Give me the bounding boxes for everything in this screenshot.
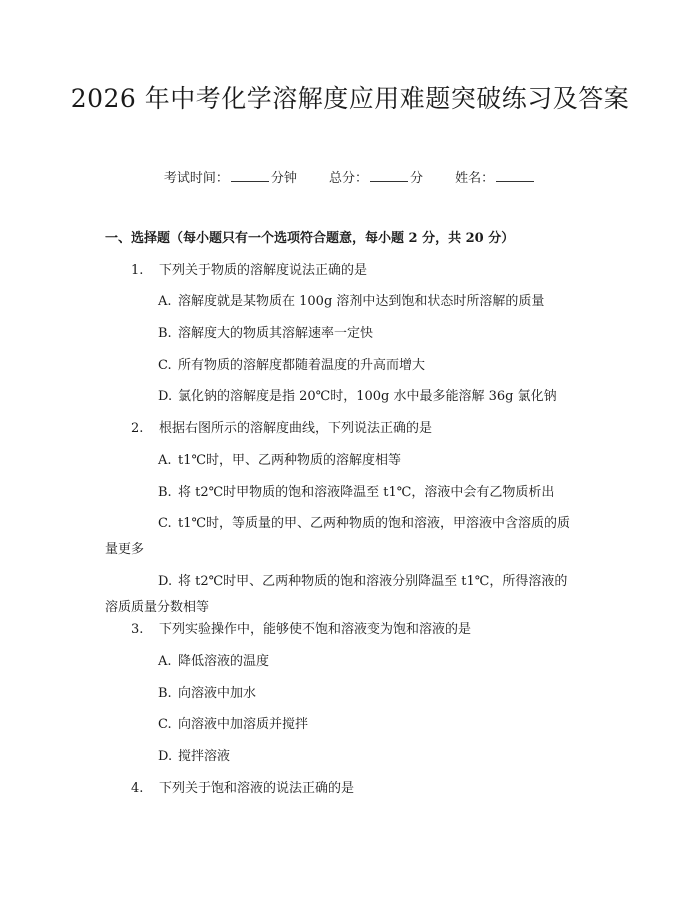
option-label: A.	[158, 453, 172, 468]
option-label: C.	[158, 358, 172, 373]
q1-option-c[interactable]	[158, 356, 425, 376]
option-label: D.	[158, 574, 173, 589]
q1-option-b[interactable]	[158, 324, 373, 344]
option-label: A.	[158, 294, 172, 309]
option-text: 向溶液中加水	[178, 686, 257, 701]
q3-option-b[interactable]	[158, 684, 256, 704]
total-score-label: 总分：	[328, 171, 368, 186]
exam-time-unit: 分钟	[270, 171, 297, 186]
q2-option-b[interactable]	[158, 483, 554, 503]
exam-time-label: 考试时间：	[163, 171, 229, 186]
q3-option-a[interactable]	[158, 652, 269, 672]
option-text: 所有物质的溶解度都随着温度的升高而增大	[178, 358, 426, 373]
section-heading: 一、选择题（每小题只有一个选项符合题意，每小题 2 分，共 20 分）	[105, 231, 515, 246]
option-text: 氯化钠的溶解度是指 20℃时，100g 水中最多能溶解 36g 氯化钠	[178, 389, 557, 404]
option-text: t1℃时，甲、乙两种物质的溶解度相等	[178, 453, 402, 468]
option-label: A.	[158, 654, 172, 669]
q1-option-a[interactable]	[158, 292, 544, 312]
option-label: B.	[158, 326, 172, 341]
option-text: 向溶液中加溶质并搅拌	[178, 717, 309, 732]
q2-option-c[interactable]	[105, 511, 575, 563]
option-text: t1℃时，等质量的甲、乙两种物质的饱和溶液，甲溶液中含溶质的质量更多	[105, 516, 571, 557]
exam-meta	[0, 169, 700, 188]
question-number: 3.	[131, 622, 144, 637]
question-number: 1.	[131, 263, 144, 278]
name-blank[interactable]	[496, 169, 534, 182]
q1-option-d[interactable]	[158, 387, 557, 407]
option-text: 将 t2℃时甲物质的饱和溶液降温至 t1℃，溶液中会有乙物质析出	[178, 485, 555, 500]
option-label: B.	[158, 686, 172, 701]
option-label: D.	[158, 389, 173, 404]
total-score-unit: 分	[410, 171, 424, 186]
option-label: B.	[158, 485, 172, 500]
option-text: 溶解度大的物质其溶解速率一定快	[178, 326, 374, 341]
name-field	[455, 169, 536, 188]
question-number: 2.	[131, 421, 144, 436]
option-label: C.	[158, 516, 172, 531]
question-text: 下列实验操作中，能够使不饱和溶液变为饱和溶液的是	[159, 622, 472, 637]
question-text: 下列关于饱和溶液的说法正确的是	[159, 781, 355, 796]
page-title: 2026 年中考化学溶解度应用难题突破练习及答案	[70, 84, 630, 113]
name-label: 姓名：	[455, 171, 495, 186]
option-label: C.	[158, 717, 172, 732]
q3-option-c[interactable]	[158, 715, 308, 735]
q2-option-d[interactable]	[105, 569, 575, 621]
question-number: 4.	[131, 781, 144, 796]
total-score-field	[329, 169, 423, 188]
option-text: 溶解度就是某物质在 100g 溶剂中达到饱和状态时所溶解的质量	[178, 294, 545, 309]
total-score-blank[interactable]	[370, 169, 408, 182]
question-text: 根据右图所示的溶解度曲线，下列说法正确的是	[159, 421, 433, 436]
option-text: 降低溶液的温度	[178, 654, 270, 669]
q2-option-a[interactable]	[158, 451, 401, 471]
option-label: D.	[158, 749, 173, 764]
q3-option-d[interactable]	[158, 747, 230, 767]
exam-time-blank[interactable]	[231, 169, 269, 182]
question-text: 下列关于物质的溶解度说法正确的是	[159, 263, 368, 278]
option-text: 将 t2℃时甲、乙两种物质的饱和溶液分别降温至 t1℃，所得溶液的溶质质量分数相等	[105, 574, 568, 615]
option-text: 搅拌溶液	[178, 749, 231, 764]
exam-time-field	[164, 169, 297, 188]
